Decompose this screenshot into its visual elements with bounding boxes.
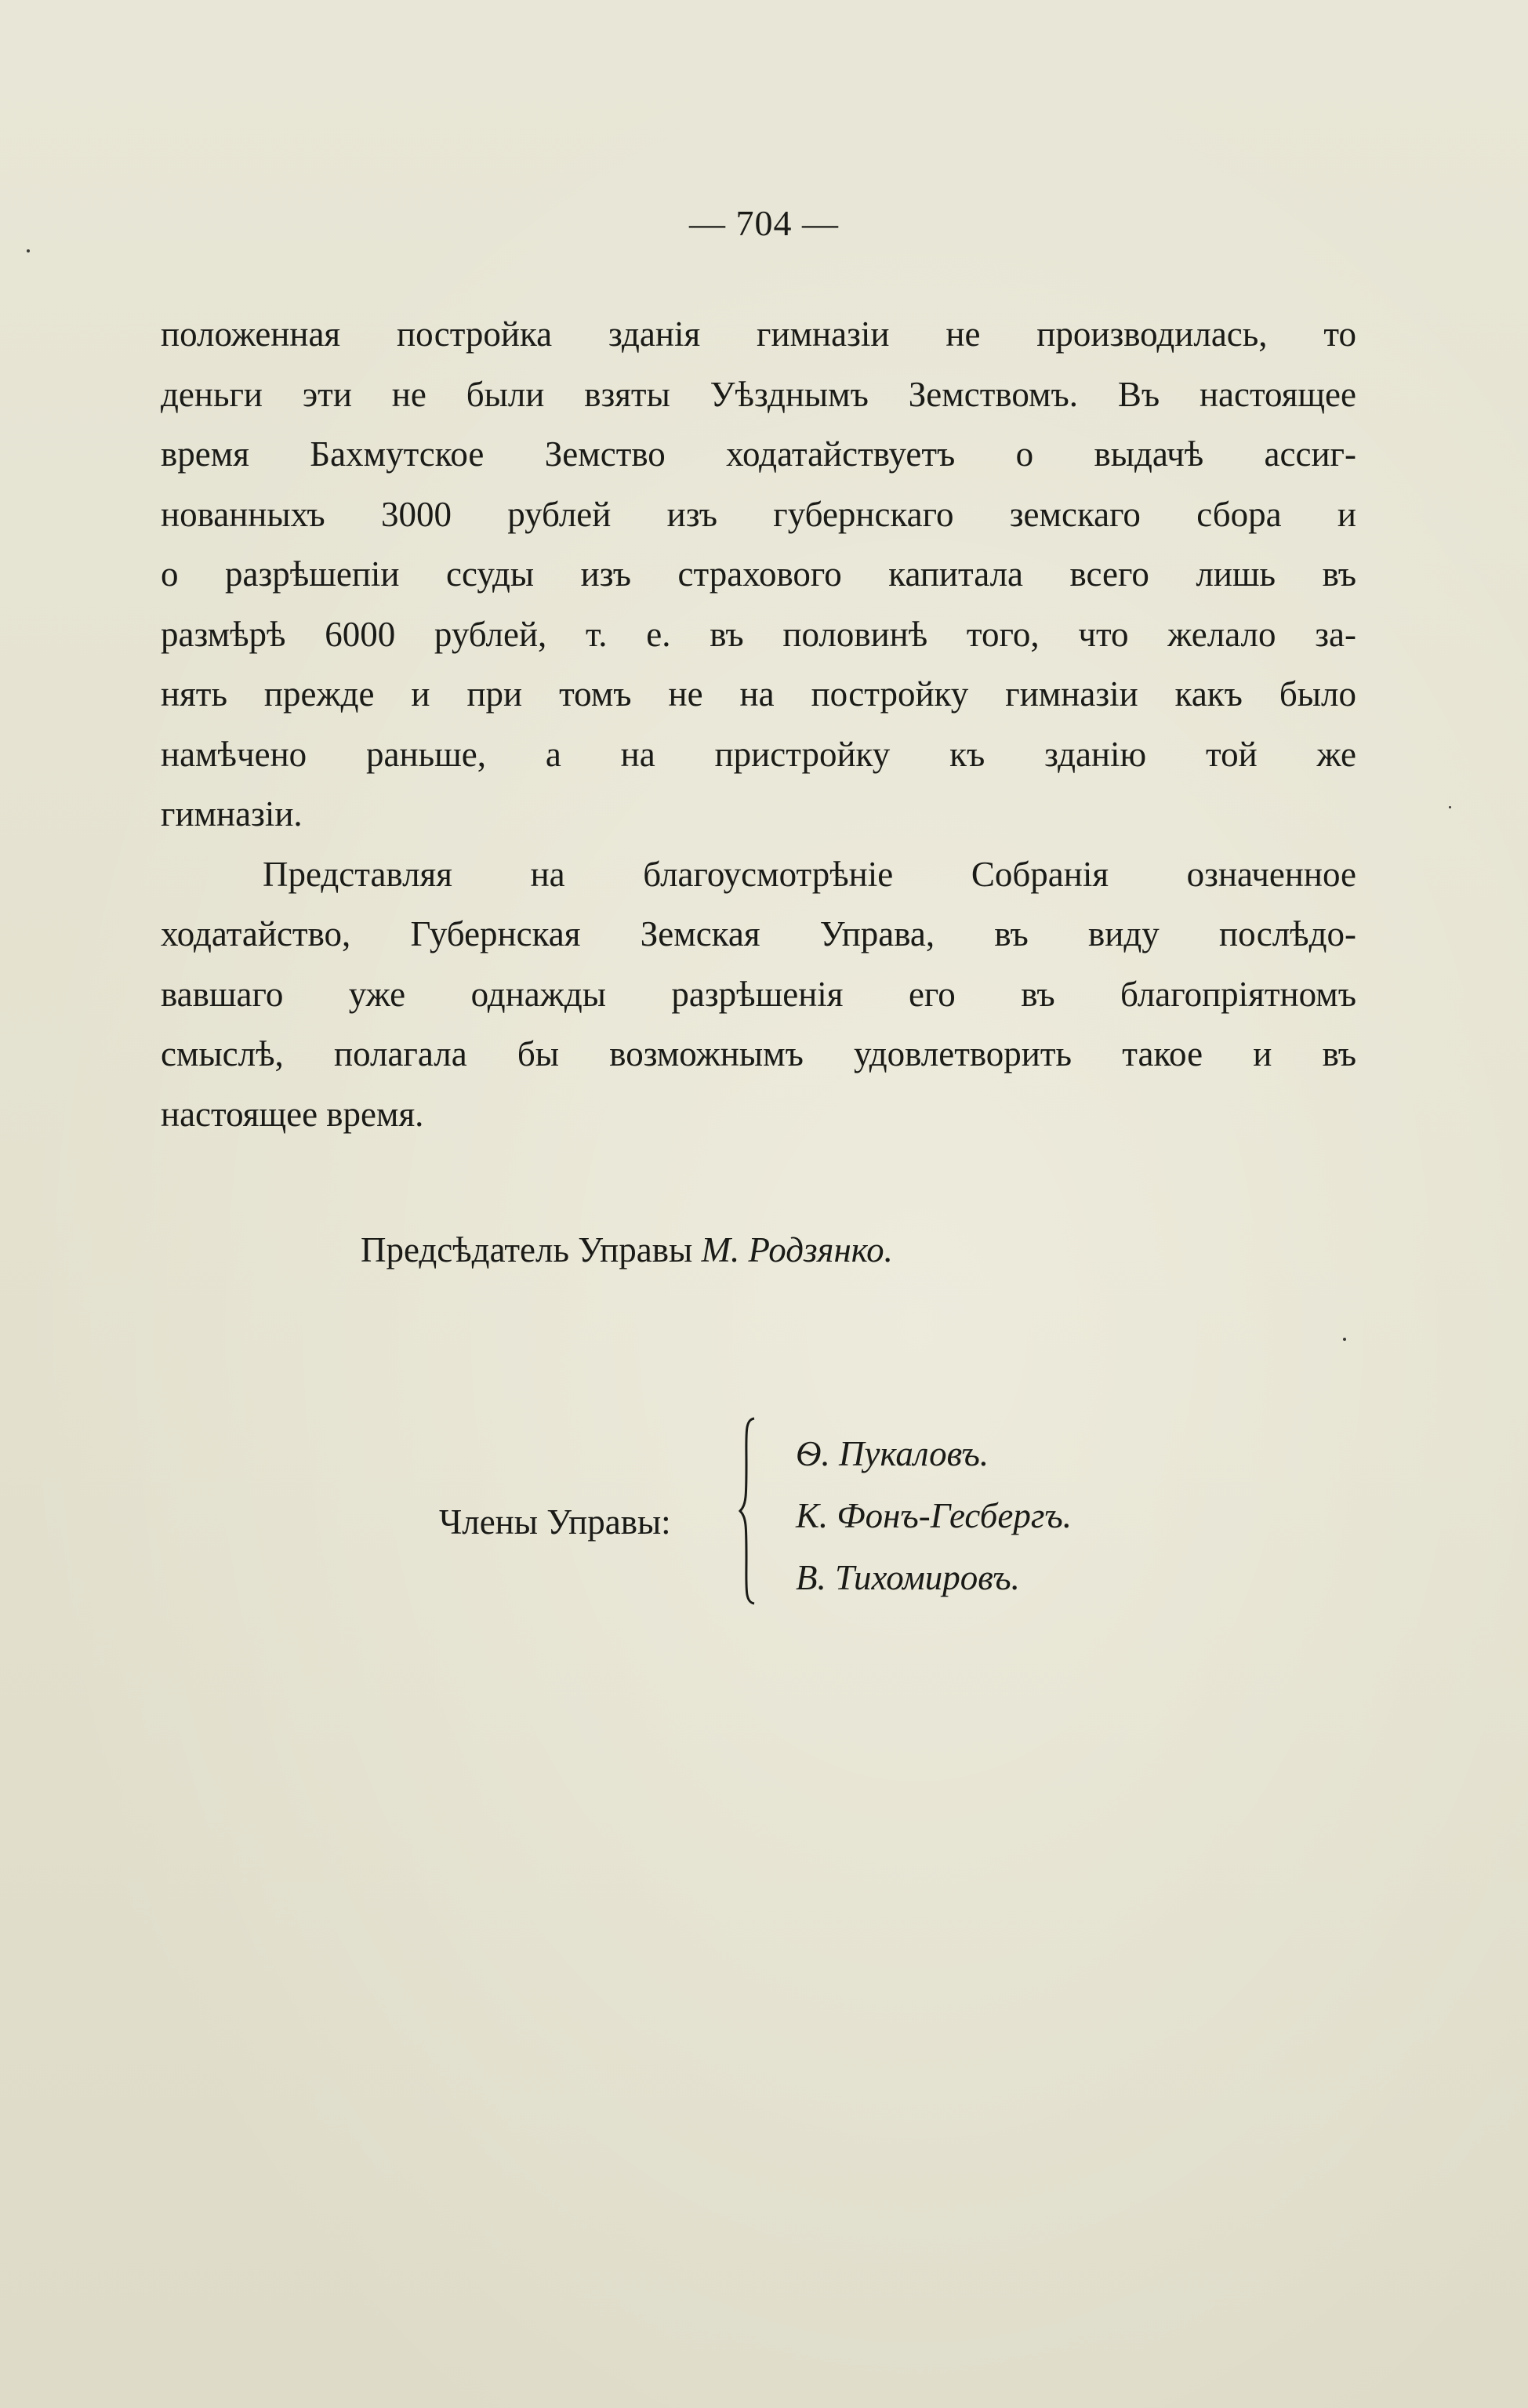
paper-speck [27,249,30,252]
page-number: — 704 — [689,203,839,243]
text-line: положенная постройка зданія гимназіи не производилась, то [161,314,1356,354]
text-line: размѣрѣ 6000 рублей, т. е. въ половинѣ того, что желало за- [161,614,1356,654]
paper-speck [1343,1338,1346,1341]
paragraph-2 [161,844,1356,1145]
paper-speck [1449,806,1451,808]
text-line: настоящее время. [161,1094,424,1134]
body-text [161,304,1356,1144]
member-name: К. Фонъ-Гесбергъ. [796,1496,1073,1535]
curly-brace-icon [739,1417,757,1605]
text-line: вавшаго уже однажды разрѣшенія его въ благопріятномъ [161,974,1356,1014]
text-line: о разрѣшепіи ссуды изъ страхового капитала всего лишь въ [161,554,1356,594]
text-line: гимназіи. [161,794,303,834]
text-line: ходатайство, Губернская Земская Управа, въ виду послѣдо- [161,914,1356,953]
members-label: Члены Управы: [439,1502,671,1542]
text-line: время Бахмутское Земство ходатайствуетъ о выдачѣ ассиг- [161,434,1356,474]
text-line: нять прежде и при томъ не на постройку гимназіи какъ было [161,674,1356,714]
text-line: намѣчено раньше, а на пристройку къ зданію той же [161,734,1356,774]
text-line: смыслѣ, полагала бы возможнымъ удовлетворить такое и въ [161,1034,1356,1073]
member-name: Ѳ. Пукаловъ. [796,1434,989,1473]
text-line: Представляя на благоусмотрѣніе Собранія означенное [263,854,1356,894]
chairman-signature [361,1229,893,1270]
member-name: В. Тихомировъ. [796,1558,1020,1597]
text-line: деньги эти не были взяты Уѣзднымъ Земствомъ. Въ настоящее [161,374,1356,414]
chairman-label: Предсѣдатель Управы [361,1230,693,1269]
chairman-name: М. Родзянко. [701,1230,893,1269]
paragraph-1 [161,304,1356,844]
board-members [439,1423,1223,1611]
members-list [796,1423,1072,1609]
text-line: нованныхъ 3000 рублей изъ губернскаго земскаго сбора и [161,494,1356,534]
